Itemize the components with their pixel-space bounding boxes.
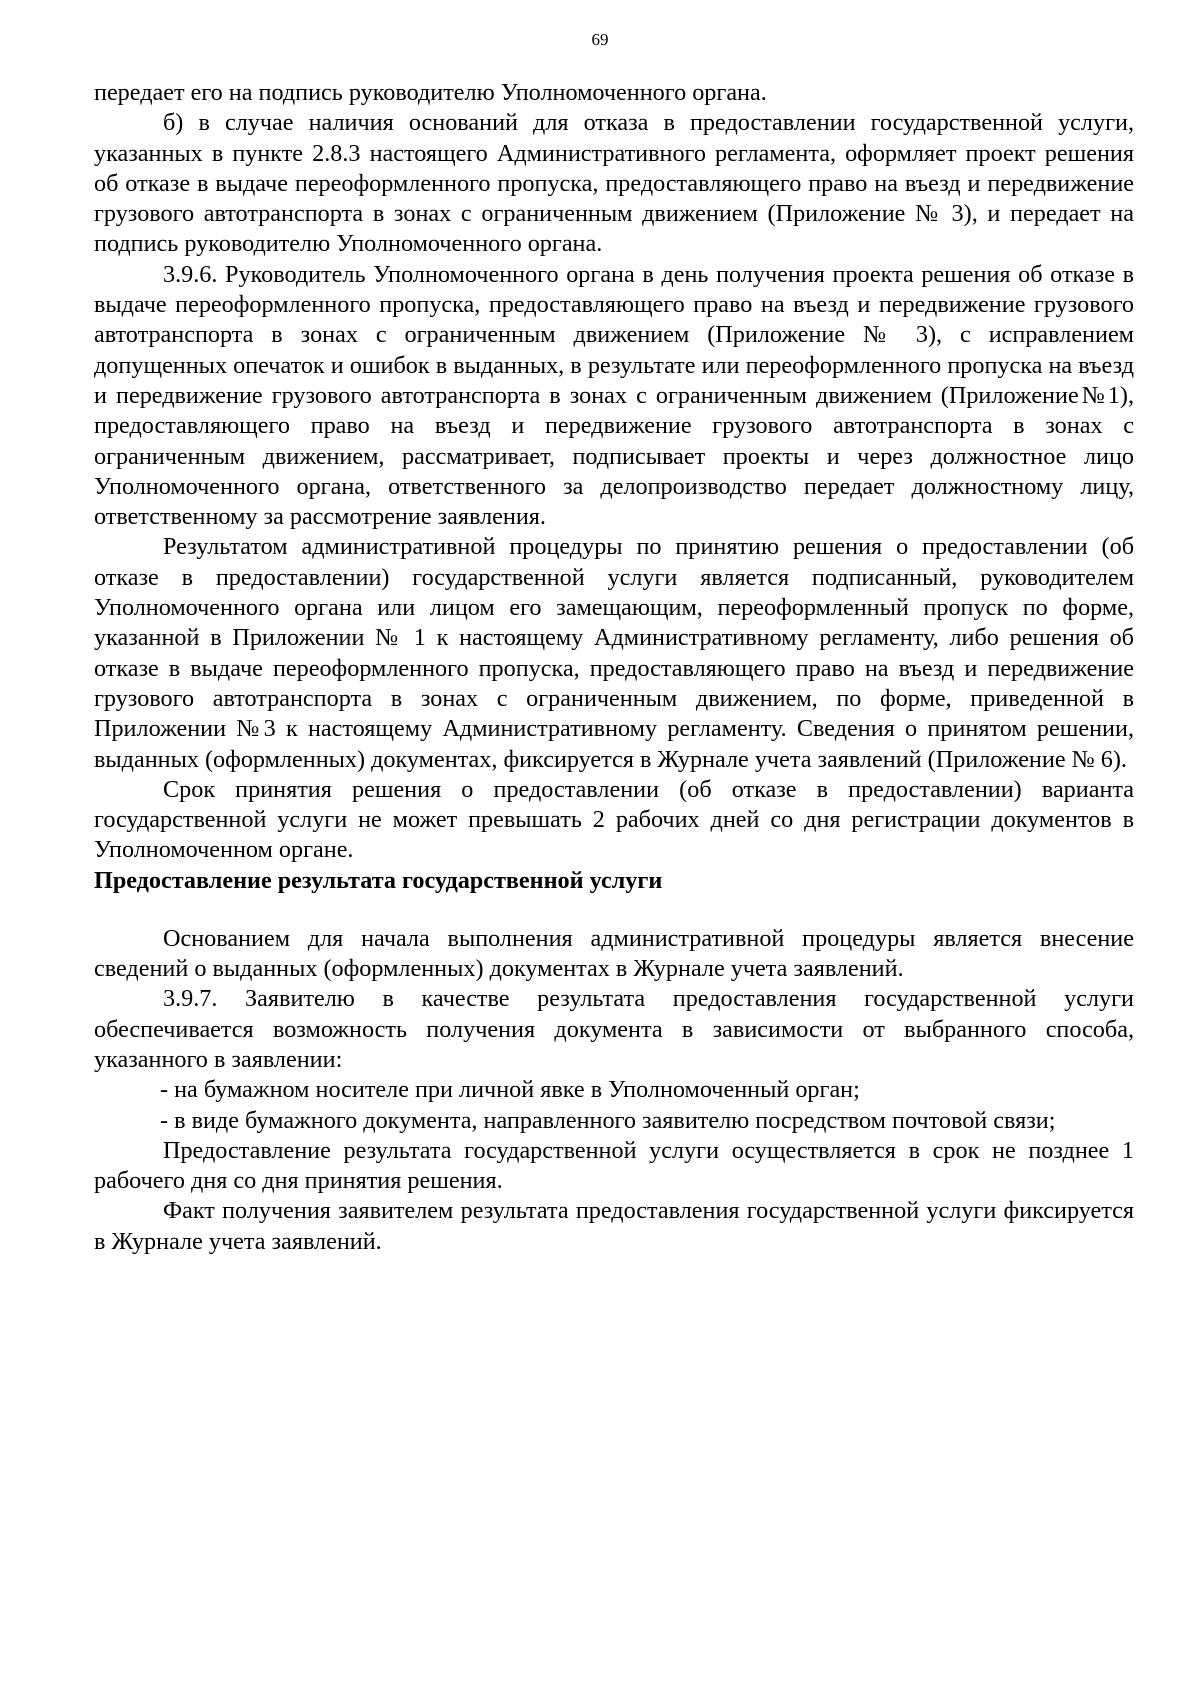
document-body [94, 78, 1134, 1257]
list-item-postal: - в виде бумажного документа, направленного заявителю посредством почтовой связи; [160, 1106, 1056, 1134]
paragraph-procedure-result: Результатом административной процедуры по принятию решения о предоставлении (об отказе в предоставлении) государственной услуги является подписанный, руководителем Уполномоченного органа или лицом его замещающим, переоформленный пропуск по форме, указанной в Приложении № 1 к настоящему Административному регламенту, либо решения об отказе в выдаче переоформленного пропуска, предоставляющего право на въезд и передвижение грузового автотранспорта в зонах с ограниченным движением, по форме, приведенной в Приложении №3 к настоящему Административному регламенту. Сведения о принятом решении, выданных (оформленных) документах, фиксируется в Журнале учета заявлений (Приложение № 6). [94, 533, 1134, 773]
list-item-paper-in-person: - на бумажном носителе при личной явке в Уполномоченный орган; [160, 1076, 860, 1104]
paragraph-result-deadline: Предоставление результата государственной услуги осуществляется в срок не позднее 1 рабочего дня со дня принятия решения. [94, 1136, 1134, 1195]
paragraph-subitem-b: б) в случае наличия оснований для отказа в предоставлении государственной услуги, указанных в пункте 2.8.3 настоящего Административного регламента, оформляет проект решения об отказе в выдаче переоформленного пропуска, предоставляющего право на въезд и передвижение грузового автотранспорта в зонах с ограниченным движением (Приложение № 3), и передает на подпись руководителю Уполномоченного органа. [94, 109, 1134, 258]
paragraph-receipt-record: Факт получения заявителем результата предоставления государственной услуги фиксируется в Журнале учета заявлений. [94, 1197, 1134, 1255]
paragraph-3-9-6: 3.9.6. Руководитель Уполномоченного органа в день получения проекта решения об отказе в выдаче переоформленного пропуска, предоставляющего право на въезд и передвижение грузового автотранспорта в зонах с ограниченным движением (Приложение № 3), с исправлением допущенных опечаток и ошибок в выданных, в результате или переоформленного пропуска на въезд и передвижение грузового автотранспорта в зонах с ограниченным движением (Приложение№1), предоставляющего право на въезд и передвижение грузового автотранспорта в зонах с ограниченным движением, рассматривает, подписывает проекты и через должностное лицо Уполномоченного органа, ответственного за делопроизводство передает должностному лицу, ответственному за рассмотрение заявления. [94, 260, 1134, 531]
section-heading: Предоставление результата государственной услуги [94, 866, 663, 894]
page-number: 69 [591, 30, 609, 49]
paragraph-3-9-7: 3.9.7. Заявителю в качестве результата предоставления государственной услуги обеспечивается возможность получения документа в зависимости от выбранного способа, указанного в заявлении: [94, 985, 1134, 1073]
paragraph-decision-deadline: Срок принятия решения о предоставлении (об отказе в предоставлении) варианта государственной услуги не может превышать 2 рабочих дней со дня регистрации документов в Уполномоченном органе. [94, 775, 1134, 864]
paragraph-procedure-basis: Основанием для начала выполнения административной процедуры является внесение сведений о выданных (оформленных) документах в Журнале учета заявлений. [94, 924, 1134, 983]
paragraph-continuation: передает его на подпись руководителю Уполномоченного органа. [94, 79, 767, 106]
